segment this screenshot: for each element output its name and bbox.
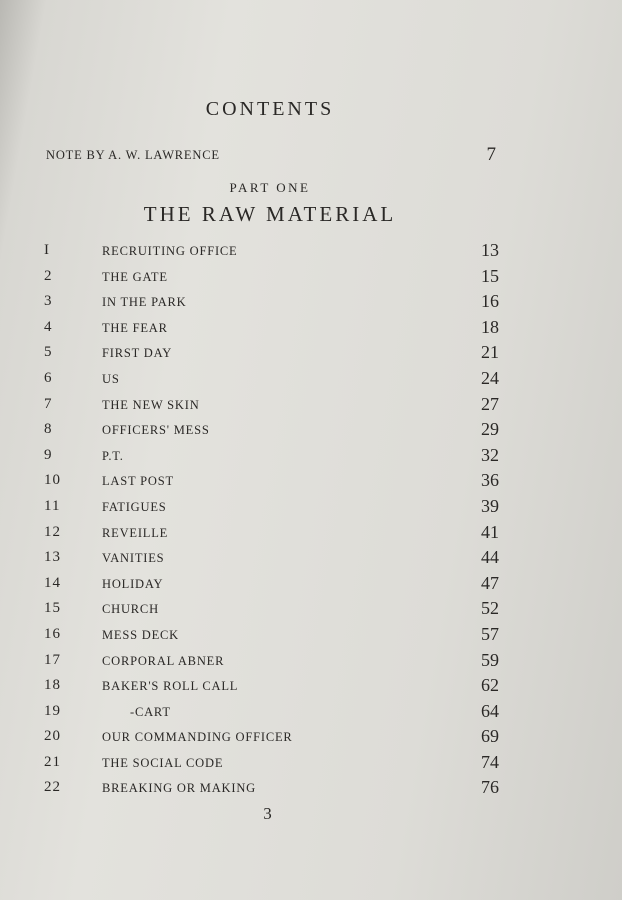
chapter-list: [44, 238, 499, 801]
chapter-title: MESS DECK: [102, 627, 180, 642]
chapter-number: 11: [44, 497, 61, 514]
chapter-row: [44, 417, 499, 443]
chapter-number: 12: [44, 523, 61, 540]
chapter-title: US: [102, 371, 120, 386]
chapter-title: CORPORAL ABNER: [102, 653, 225, 668]
chapter-row: [44, 724, 499, 750]
chapter-page: 57: [481, 623, 499, 644]
chapter-title: FIRST DAY: [102, 346, 173, 361]
chapter-page: 24: [481, 367, 499, 388]
chapter-number: 3: [44, 293, 53, 310]
page-number: 3: [263, 804, 272, 823]
chapter-title: BREAKING OR MAKING: [102, 781, 256, 796]
chapter-number: 22: [44, 779, 61, 796]
chapter-row: [44, 443, 499, 469]
note-label: NOTE BY A. W. LAWRENCE: [46, 148, 220, 162]
chapter-number: 21: [44, 753, 61, 770]
chapter-row: [44, 340, 499, 366]
chapter-number: 13: [44, 549, 61, 566]
contents-heading: CONTENTS: [205, 98, 335, 120]
chapter-page: 76: [481, 777, 499, 798]
chapter-row: [44, 775, 499, 801]
chapter-title: OUR COMMANDING OFFICER: [102, 730, 293, 745]
chapter-number: 19: [44, 702, 61, 719]
chapter-row: [44, 494, 499, 520]
chapter-number: 18: [44, 677, 61, 694]
chapter-title: -CART: [130, 704, 171, 719]
chapter-row: [44, 596, 499, 622]
note-page-number: 7: [486, 144, 496, 165]
chapter-row: [44, 520, 499, 546]
chapter-number: 16: [44, 625, 61, 642]
part-label: PART ONE: [229, 180, 311, 195]
chapter-number: 17: [44, 651, 61, 668]
chapter-page: 74: [481, 751, 499, 772]
chapter-page: 36: [481, 470, 499, 491]
chapter-number: 8: [44, 421, 53, 438]
chapter-page: 69: [481, 726, 499, 747]
chapter-title: LAST POST: [102, 474, 174, 489]
chapter-number: 15: [44, 600, 61, 617]
chapter-page: 52: [481, 598, 499, 619]
chapter-title: THE GATE: [102, 269, 168, 284]
chapter-title: FATIGUES: [102, 499, 167, 514]
chapter-title: REVEILLE: [102, 525, 169, 540]
chapter-title: P.T.: [102, 448, 124, 463]
chapter-title: THE NEW SKIN: [102, 397, 200, 412]
chapter-page: 47: [481, 572, 499, 593]
chapter-row: [44, 289, 499, 315]
chapter-row: [44, 673, 499, 699]
chapter-row: [44, 571, 499, 597]
chapter-page: 59: [481, 649, 499, 670]
chapter-page: 27: [481, 393, 499, 414]
chapter-title: VANITIES: [102, 551, 165, 566]
chapter-page: 44: [481, 547, 499, 568]
chapter-row: [44, 264, 499, 290]
chapter-number: 20: [44, 728, 61, 745]
chapter-page: 64: [481, 700, 499, 721]
chapter-number: I: [44, 242, 50, 258]
chapter-row: [44, 366, 499, 392]
chapter-page: 18: [481, 316, 499, 337]
chapter-page: 13: [481, 240, 499, 260]
chapter-title: HOLIDAY: [102, 576, 164, 591]
chapter-number: 5: [44, 344, 53, 361]
chapter-row: [44, 315, 499, 341]
chapter-title: CHURCH: [102, 602, 159, 617]
chapter-title: BAKER'S ROLL CALL: [102, 679, 239, 694]
chapter-title: THE SOCIAL CODE: [102, 755, 224, 770]
chapter-page: 16: [481, 291, 499, 312]
chapter-row: [44, 468, 499, 494]
chapter-row: [44, 392, 499, 418]
chapter-row: [44, 622, 499, 648]
chapter-page: 15: [481, 265, 499, 286]
chapter-number: 9: [44, 446, 53, 463]
chapter-number: 6: [44, 369, 53, 386]
chapter-page: 29: [481, 419, 499, 440]
chapter-page: 41: [481, 521, 499, 542]
chapter-number: 2: [44, 267, 53, 284]
chapter-row: [44, 545, 499, 571]
chapter-row: [44, 699, 499, 725]
chapter-page: 39: [481, 495, 499, 516]
chapter-row: [44, 750, 499, 776]
chapter-title: OFFICERS' MESS: [102, 423, 210, 438]
chapter-number: 4: [44, 318, 53, 335]
chapter-page: 21: [481, 342, 499, 363]
note-entry: [46, 146, 496, 166]
chapter-row: [44, 648, 499, 674]
chapter-page: 32: [481, 444, 499, 465]
chapter-page: 62: [481, 675, 499, 696]
chapter-title: RECRUITING OFFICE: [102, 244, 238, 258]
chapter-number: 14: [44, 574, 61, 591]
part-title: THE RAW MATERIAL: [143, 202, 397, 226]
chapter-title: THE FEAR: [102, 320, 168, 335]
chapter-number: 7: [44, 395, 53, 412]
chapter-row: [44, 238, 499, 264]
chapter-number: 10: [44, 472, 61, 489]
chapter-title: IN THE PARK: [102, 295, 187, 310]
